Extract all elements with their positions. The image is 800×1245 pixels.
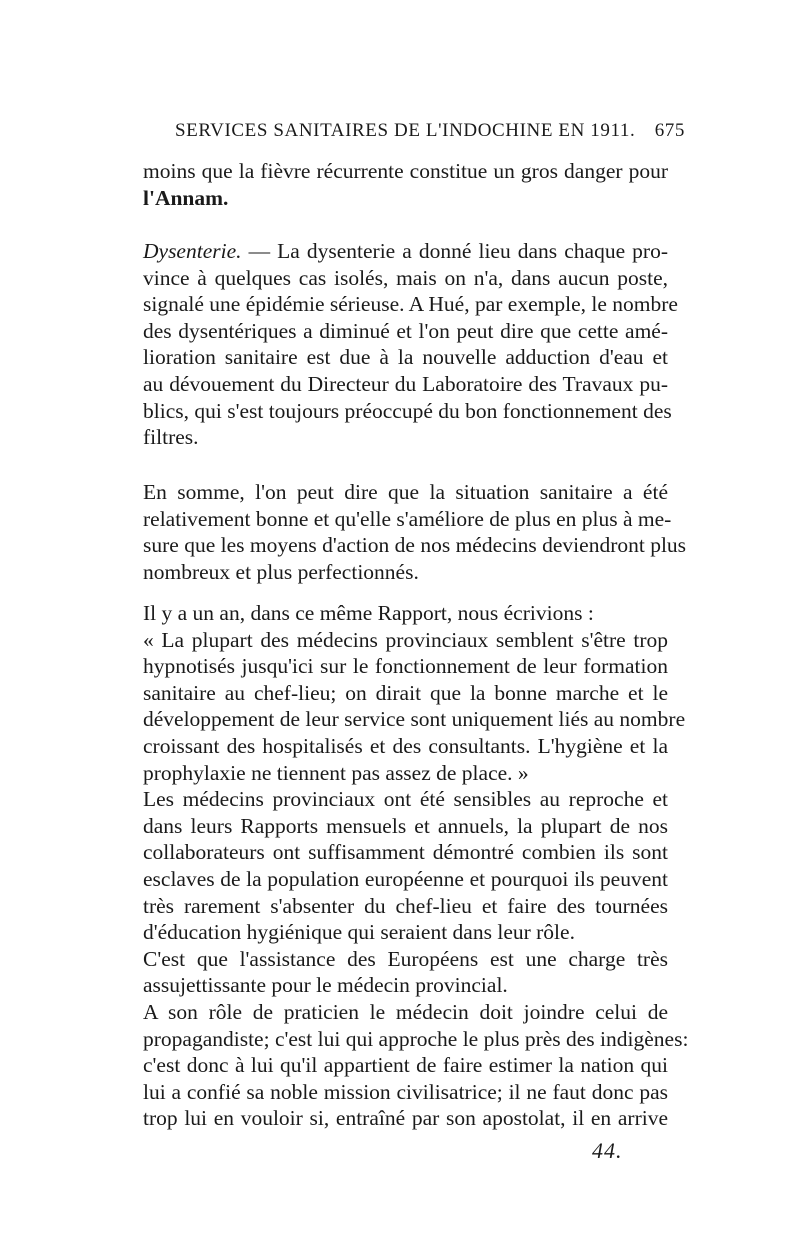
section-heading: Dysenterie. <box>143 239 242 263</box>
text-line: C'est que l'assistance des Européens est une charge très <box>143 946 668 971</box>
signature-mark: 44. <box>592 1138 623 1163</box>
text-line: lioration sanitaire est due à la nouvelle adduction d'eau et <box>143 345 668 370</box>
text-line: sure que les moyens d'action de nos médecins deviendront plus <box>143 533 687 558</box>
text-line: assujettissante pour le médecin provincial. <box>143 973 508 998</box>
text-line: dans leurs Rapports mensuels et annuels, la plupart de nos <box>143 813 668 838</box>
paragraph-last-year-report <box>143 600 689 1132</box>
text-line: A son rôle de praticien le médecin doit joindre celui de <box>143 999 668 1024</box>
text-line: des dysentériques a diminué et l'on peut dire que cette amé- <box>143 318 668 343</box>
text-line: propagandiste; c'est lui qui approche le plus près des indigènes: <box>143 1026 689 1051</box>
running-title: SERVICES SANITAIRES DE L'INDOCHINE EN 1911. <box>175 120 636 141</box>
text-line: lui a confié sa noble mission civilisatrice; il ne faut donc pas <box>143 1079 668 1104</box>
text-line: moins que la fièvre récurrente constitue un gros danger pour <box>143 159 668 183</box>
paragraph-summary <box>143 479 687 585</box>
text-line: développement de leur service sont uniquement liés au nombre <box>143 707 686 732</box>
text-line: blics, qui s'est toujours préoccupé du bon fonctionnement des <box>143 398 672 423</box>
text-line: très rarement s'absenter du chef-lieu et faire des tournées <box>143 893 668 918</box>
text-line: Il y a un an, dans ce même Rapport, nous écrivions : <box>143 601 594 625</box>
text-line: En somme, l'on peut dire que la situation sanitaire a été <box>143 480 668 504</box>
text-line: filtres. <box>143 425 199 450</box>
text-line: Les médecins provinciaux ont été sensibles au reproche et <box>143 787 668 812</box>
text-line: vince à quelques cas isolés, mais on n'a, dans aucun poste, <box>143 265 668 290</box>
text-line: d'éducation hygiénique qui seraient dans leur rôle. <box>143 920 575 945</box>
text-line: nombreux et plus perfectionnés. <box>143 559 419 584</box>
paragraph-fever <box>143 158 668 211</box>
text-line: hypnotisés jusqu'ici sur le fonctionnement de leur formation <box>143 654 668 679</box>
text-line: esclaves de la population européenne et pourquoi ils peuvent <box>143 866 668 891</box>
paragraph-dysentery <box>143 238 678 451</box>
text-fragment: — La dysenterie a donné lieu dans chaque pro- <box>241 239 668 263</box>
text-line: croissant des hospitalisés et des consultants. L'hygiène et la <box>143 733 668 758</box>
text-line: relativement bonne et qu'elle s'améliore de plus en plus à me- <box>143 506 672 531</box>
text-line: trop lui en vouloir si, entraîné par son apostolat, il en arrive <box>143 1106 668 1131</box>
text-line: signalé une épidémie sérieuse. A Hué, par exemple, le nombre <box>143 292 678 317</box>
text-line: sanitaire au chef-lieu; on dirait que la bonne marche et le <box>143 680 668 705</box>
text-line <box>143 238 668 265</box>
page-number: 675 <box>654 120 685 141</box>
text-line: l'Annam. <box>143 185 229 210</box>
text-line: « La plupart des médecins provinciaux semblent s'être trop <box>143 627 668 652</box>
text-line: c'est donc à lui qu'il appartient de faire estimer la nation qui <box>143 1053 668 1078</box>
text-line: prophylaxie ne tiennent pas assez de place. » <box>143 760 529 785</box>
running-header <box>175 120 685 142</box>
text-line: au dévouement du Directeur du Laboratoire des Travaux pu- <box>143 371 668 396</box>
text-line: collaborateurs ont suffisamment démontré combien ils sont <box>143 840 668 865</box>
